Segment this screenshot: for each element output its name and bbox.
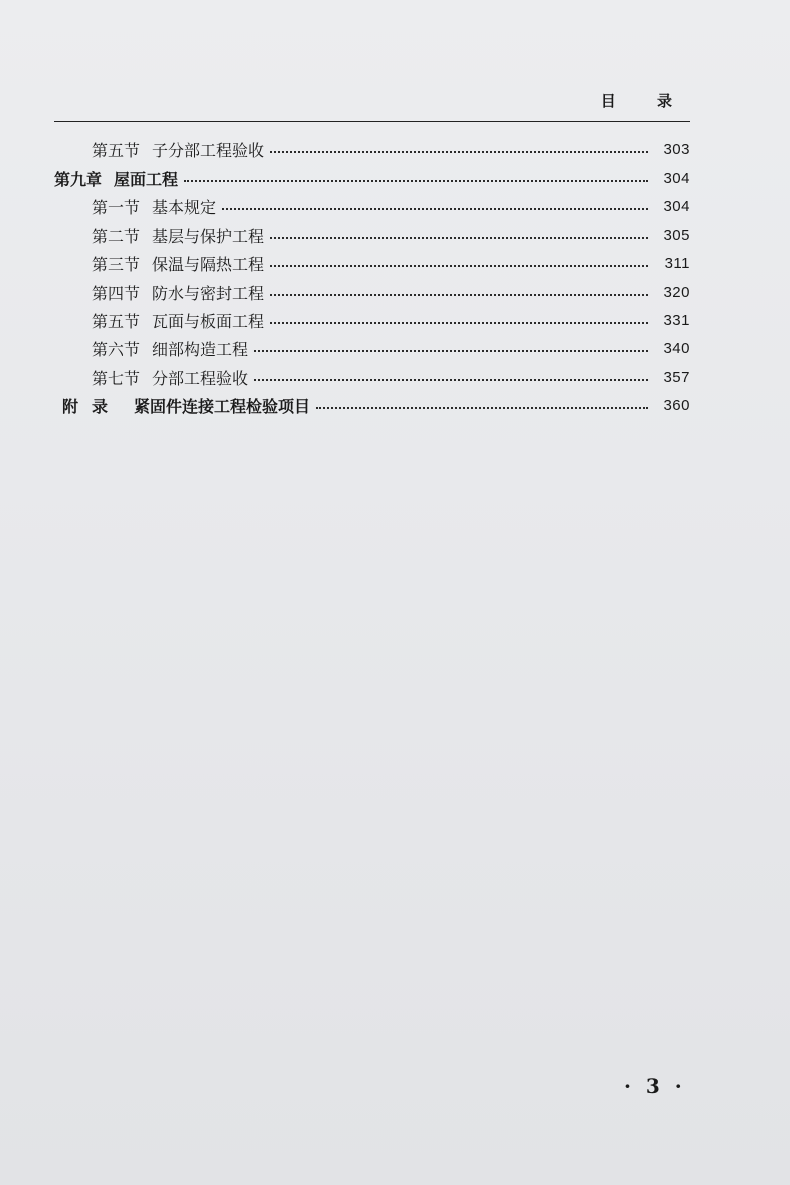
toc-entry-appendix bbox=[54, 392, 690, 418]
toc-entry-page: 311 bbox=[664, 254, 690, 272]
toc-entry-page: 360 bbox=[663, 396, 690, 414]
toc-leader-dots bbox=[184, 180, 648, 182]
toc-entry-title: 瓦面与板面工程 bbox=[152, 311, 265, 331]
toc-entry-number: 第七节 bbox=[92, 368, 141, 388]
toc-leader-dots bbox=[270, 322, 648, 324]
toc-entry-number: 第二节 bbox=[92, 226, 141, 246]
toc-entry-title: 基层与保护工程 bbox=[152, 226, 265, 246]
toc-leader-dots bbox=[222, 208, 648, 210]
toc-entry bbox=[54, 335, 690, 361]
toc-entry bbox=[54, 307, 690, 333]
toc-leader-dots bbox=[270, 237, 648, 239]
toc-entry bbox=[54, 364, 690, 390]
toc-entry bbox=[54, 193, 690, 219]
toc-leader-dots bbox=[270, 151, 648, 153]
toc-entry-page: 320 bbox=[663, 283, 690, 301]
toc-entry-title: 分部工程验收 bbox=[152, 368, 249, 388]
toc-entry-number: 第一节 bbox=[92, 197, 141, 217]
toc-entry-number: 第四节 bbox=[92, 283, 141, 303]
toc-entry-title: 细部构造工程 bbox=[152, 339, 249, 359]
toc-entry bbox=[54, 250, 690, 276]
page-number: · 3 · bbox=[624, 1074, 686, 1098]
toc-entry bbox=[54, 279, 690, 305]
toc-entry-title: 保温与隔热工程 bbox=[152, 254, 265, 274]
toc-leader-dots bbox=[270, 294, 648, 296]
toc-leader-dots bbox=[316, 407, 648, 409]
toc-entry-number: 第五节 bbox=[92, 140, 141, 160]
toc-leader-dots bbox=[254, 379, 648, 381]
toc-entry-number: 第三节 bbox=[92, 254, 141, 274]
toc-entry bbox=[54, 222, 690, 248]
toc-entry-title: 紧固件连接工程检验项目 bbox=[134, 396, 311, 416]
toc-entry-page: 304 bbox=[663, 169, 690, 187]
toc-entry bbox=[54, 136, 690, 162]
toc-leader-dots bbox=[270, 265, 648, 267]
toc-entry-page: 304 bbox=[663, 197, 690, 215]
toc-entry-number: 第六节 bbox=[92, 339, 141, 359]
toc-entry-page: 331 bbox=[663, 311, 690, 329]
toc-entry-number: 附录 bbox=[62, 396, 123, 416]
toc-entry-page: 340 bbox=[663, 339, 690, 357]
toc-entry-title: 基本规定 bbox=[152, 197, 217, 217]
toc-entry-page: 303 bbox=[663, 140, 690, 158]
toc-entry-number: 第五节 bbox=[92, 311, 141, 331]
toc-entry-chapter bbox=[54, 165, 690, 191]
toc-entry-page: 357 bbox=[663, 368, 690, 386]
toc-entry-title: 子分部工程验收 bbox=[152, 140, 265, 160]
toc-entry-title: 屋面工程 bbox=[114, 169, 179, 189]
header-rule bbox=[54, 121, 690, 122]
toc-entry-number: 第九章 bbox=[54, 169, 103, 189]
toc-entry-page: 305 bbox=[663, 226, 690, 244]
toc-leader-dots bbox=[254, 350, 648, 352]
running-header-title: 目 录 bbox=[600, 92, 690, 110]
toc-entry-title: 防水与密封工程 bbox=[152, 283, 265, 303]
